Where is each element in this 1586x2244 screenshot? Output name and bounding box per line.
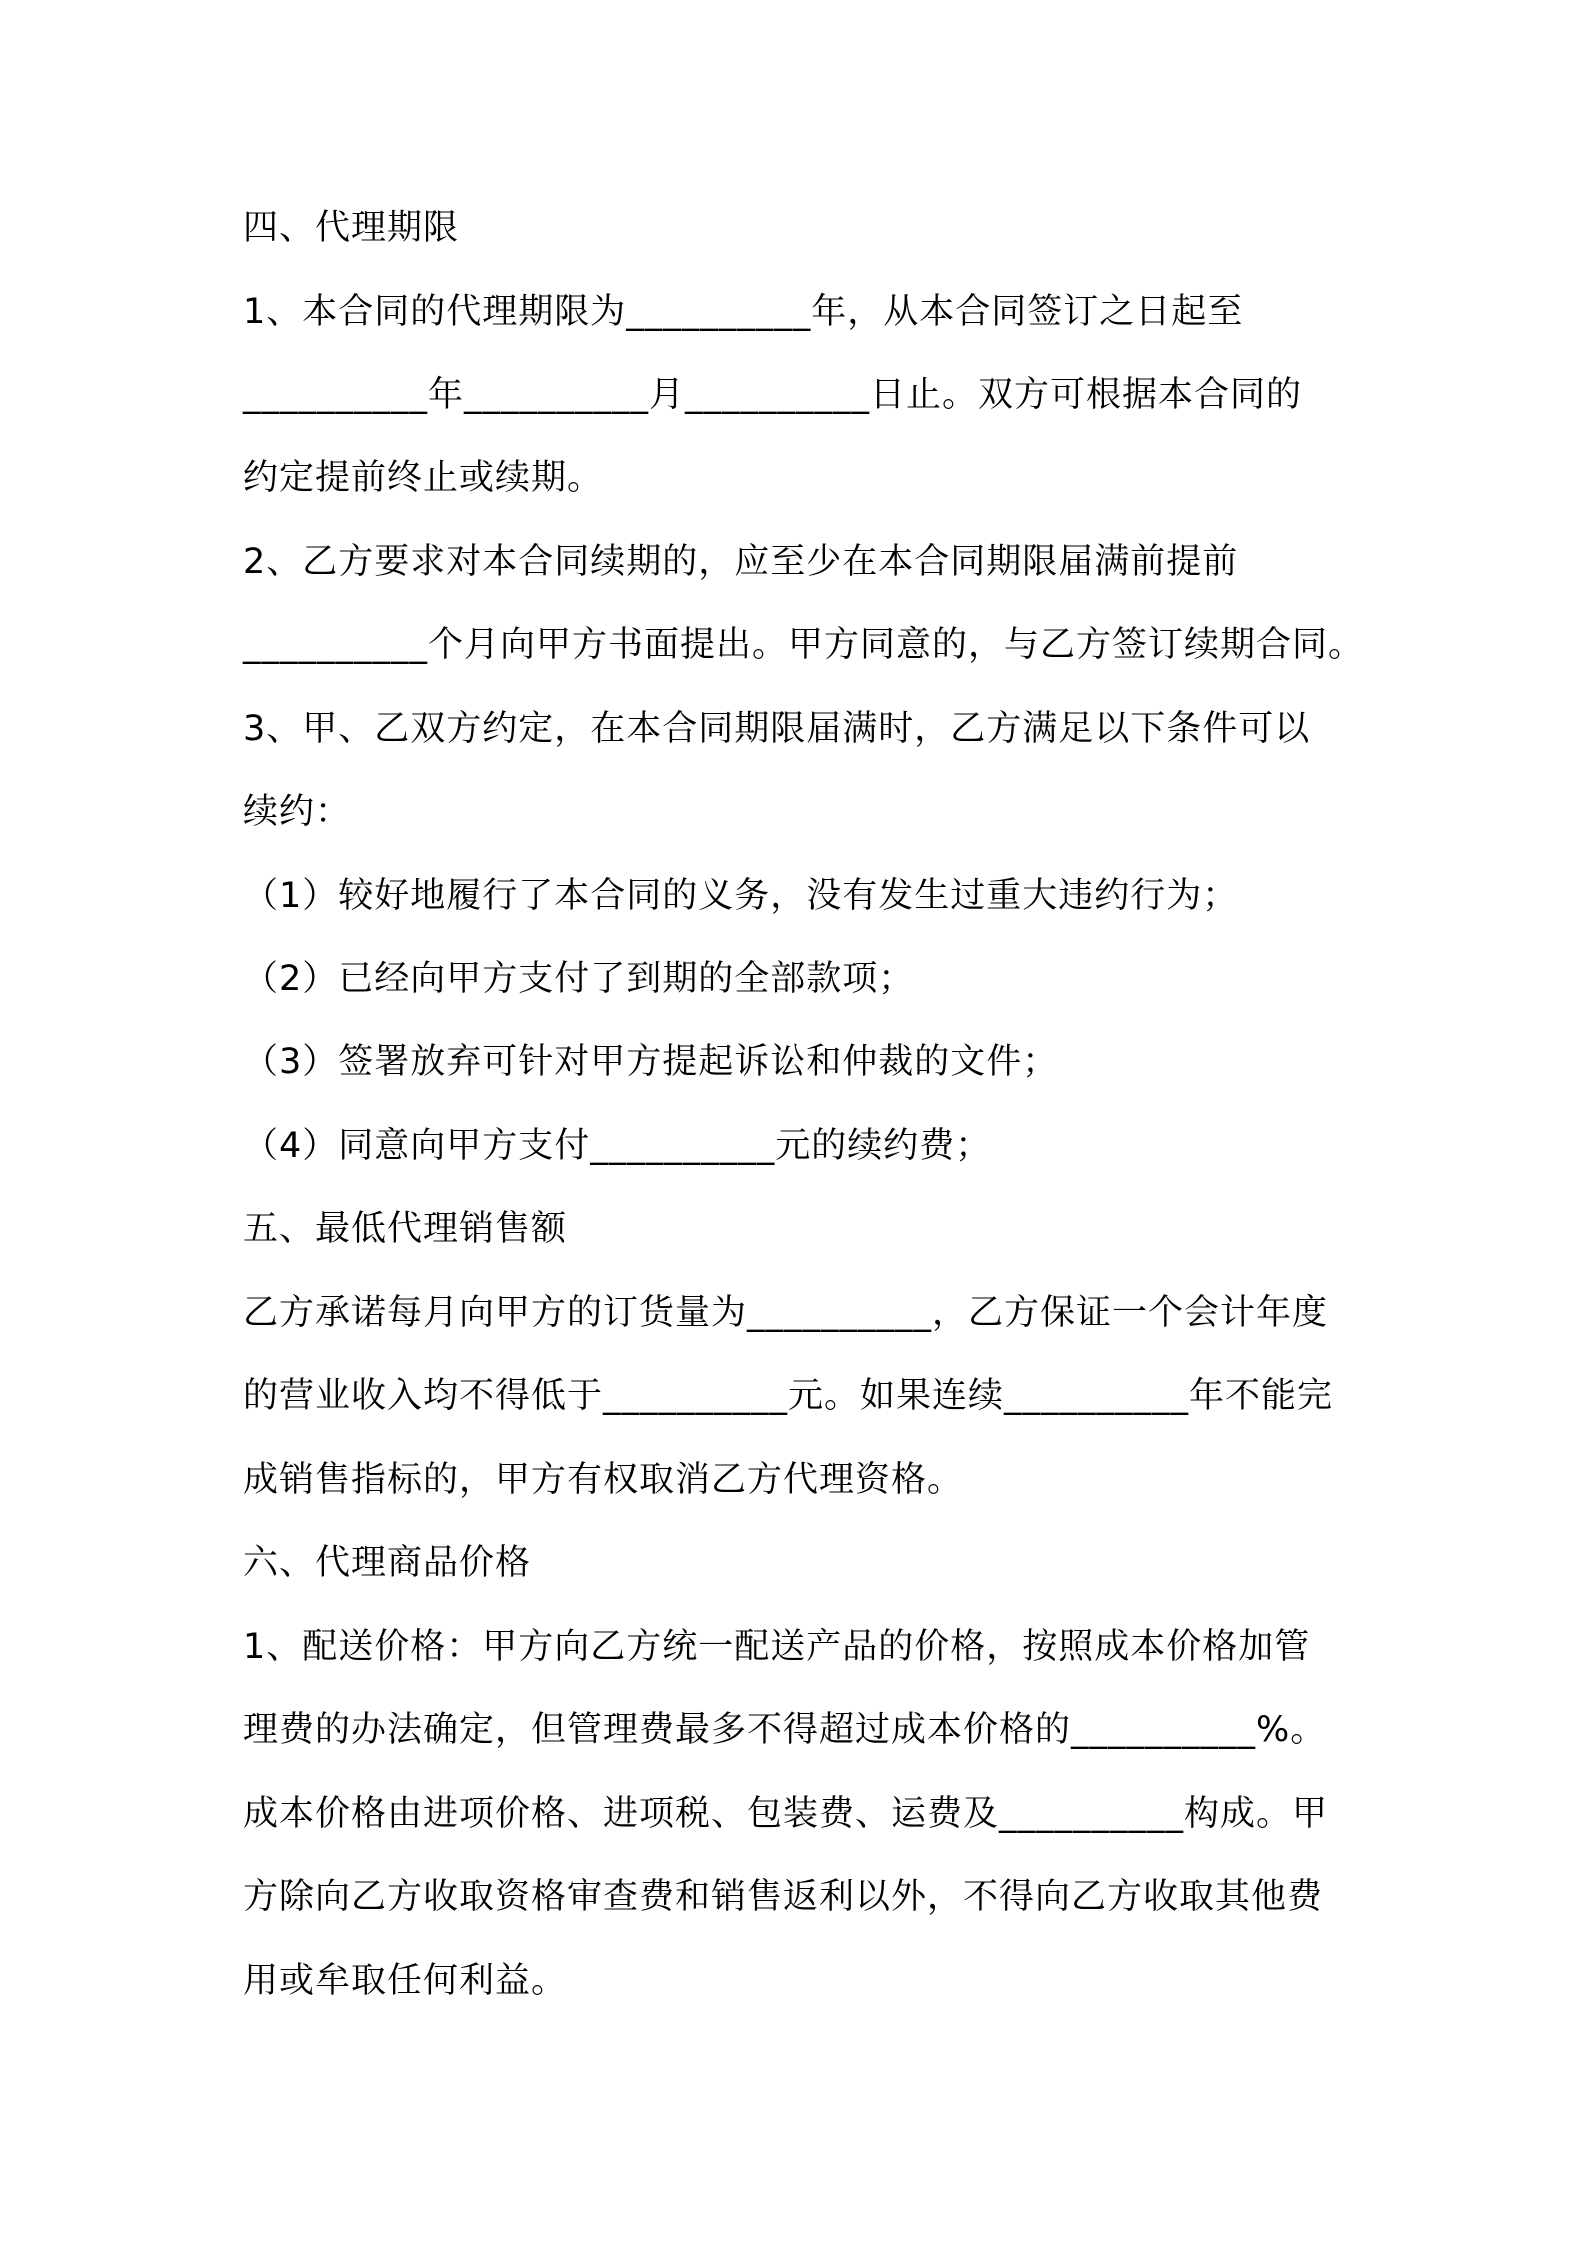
clause-4-2-line-2: __________个月向甲方书面提出。甲方同意的，与乙方签订续期合同。 — [243, 625, 1365, 665]
clause-6-1-line-2: 理费的办法确定，但管理费最多不得超过成本价格的__________%。 — [243, 1710, 1327, 1750]
clause-4-3-line-1: 3、甲、乙双方约定，在本合同期限届满时，乙方满足以下条件可以 — [243, 709, 1311, 749]
condition-item-4: （4）同意向甲方支付__________元的续约费； — [243, 1126, 992, 1166]
section-5-line-1: 乙方承诺每月向甲方的订货量为__________，乙方保证一个会计年度 — [243, 1293, 1329, 1333]
clause-4-3-line-2: 续约： — [243, 792, 352, 832]
clause-4-2-line-1: 2、乙方要求对本合同续期的，应至少在本合同期限届满前提前 — [243, 542, 1239, 582]
clause-6-1-line-3: 成本价格由进项价格、进项税、包装费、运费及__________构成。甲 — [243, 1794, 1329, 1834]
section-heading-product-price: 六、代理商品价格 — [243, 1543, 532, 1583]
section-5-line-2: 的营业收入均不得低于__________元。如果连续__________年不能完 — [243, 1376, 1334, 1416]
clause-4-1-line-3: 约定提前终止或续期。 — [243, 458, 604, 498]
clause-6-1-line-1: 1、配送价格：甲方向乙方统一配送产品的价格，按照成本价格加管 — [243, 1627, 1311, 1667]
condition-item-1: （1）较好地履行了本合同的义务，没有发生过重大违约行为； — [243, 876, 1239, 916]
section-heading-minimum-sales: 五、最低代理销售额 — [243, 1209, 568, 1249]
section-heading-agency-term: 四、代理期限 — [243, 208, 460, 248]
condition-item-3: （3）签署放弃可针对甲方提起诉讼和仲裁的文件； — [243, 1042, 1059, 1082]
clause-6-1-line-4: 方除向乙方收取资格审查费和销售返利以外，不得向乙方收取其他费 — [243, 1877, 1324, 1917]
clause-4-1-line-2: __________年__________月__________日止。双方可根据本合同的 — [243, 375, 1303, 415]
condition-item-2: （2）已经向甲方支付了到期的全部款项； — [243, 959, 915, 999]
clause-4-1-line-1: 1、本合同的代理期限为__________年，从本合同签订之日起至 — [243, 292, 1244, 332]
section-5-line-3: 成销售指标的，甲方有权取消乙方代理资格。 — [243, 1460, 964, 1500]
clause-6-1-line-5: 用或牟取任何利益。 — [243, 1961, 568, 2001]
